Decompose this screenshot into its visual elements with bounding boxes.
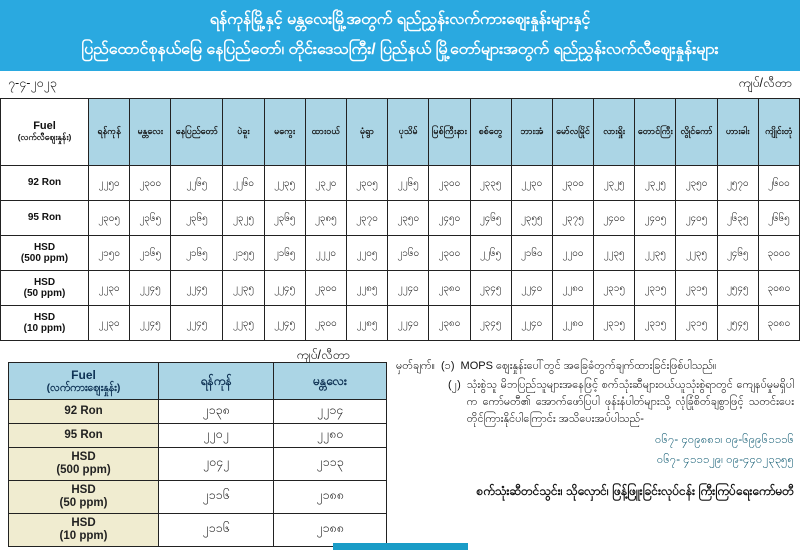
wholesale-row-hsd50 — [9, 481, 387, 514]
price-92ron-10: ၂၃၃၅ — [470, 166, 511, 201]
price-hsd10-3: ၂၂၄၅ — [171, 306, 223, 341]
wholesale-price-92ron-1: ၂၁၃၈ — [159, 400, 274, 424]
title-line-1: ရန်ကုန်မြို့နှင့် မန္တလေးမြို့အတွက် ရည်ညွှန်းလက်ကားဈေးနှုန်းများနှင့် — [209, 11, 591, 28]
price-hsd10-9: ၂၃၈၀ — [429, 306, 470, 341]
price-hsd50-16: ၂၅၄၅ — [717, 271, 758, 306]
wholesale-price-92ron-2: ၂၂၁၄ — [274, 400, 387, 424]
city-header-11: ဘားအံ — [511, 99, 552, 166]
price-hsd500-17: ၃၀၀၀ — [758, 236, 799, 271]
price-hsd500-15: ၂၂၃၅ — [676, 236, 717, 271]
wholesale-fuel-label-95ron: 95 Ron — [9, 424, 159, 448]
price-95ron-1: ၂၃၀၅ — [89, 201, 130, 236]
price-hsd50-6: ၂၃၀၀ — [305, 271, 346, 306]
price-hsd500-8: ၂၁၆၀ — [388, 236, 429, 271]
price-92ron-1: ၂၂၅၀ — [89, 166, 130, 201]
wholesale-price-hsd500-2: ၂၁၁၃ — [274, 448, 387, 481]
wholesale-fuel-label-92ron: 92 Ron — [9, 400, 159, 424]
price-hsd10-13: ၂၃၁၅ — [594, 306, 635, 341]
price-hsd500-10: ၂၂၆၅ — [470, 236, 511, 271]
price-hsd50-7: ၂၂၈၅ — [346, 271, 387, 306]
wholesale-row-92ron — [9, 400, 387, 424]
price-hsd500-9: ၂၃၀၀ — [429, 236, 470, 271]
phone-line-2: ဝ၆၇- ၄၁၁၁၂၉၊ ဝ၉-၄၄၀၂၃၃၅၅ — [656, 454, 794, 466]
price-hsd10-11: ၂၂၄၀ — [511, 306, 552, 341]
price-hsd10-17: ၃၀၈၀ — [758, 306, 799, 341]
price-hsd500-6: ၂၂၂၀ — [305, 236, 346, 271]
price-95ron-10: ၂၄၆၅ — [470, 201, 511, 236]
price-95ron-2: ၂၃၆၅ — [130, 201, 171, 236]
unit-label: ကျပ်/လီတာ — [738, 76, 792, 90]
wholesale-fuel-label-hsd500: HSD (500 ppm) — [9, 448, 159, 481]
remark-2-number: (၂) — [448, 379, 461, 392]
city-header-2: မန္တလေး — [130, 99, 171, 166]
price-95ron-16: ၂၆၃၅ — [717, 201, 758, 236]
fuel-label-92ron: 92 Ron — [1, 166, 89, 201]
price-92ron-7: ၂၃၀၅ — [346, 166, 387, 201]
city-header-1: ရန်ကုန် — [89, 99, 130, 166]
wholesale-fuel-label-hsd50: HSD (50 ppm) — [9, 481, 159, 514]
city-header-10: စစ်တွေ — [470, 99, 511, 166]
price-hsd10-12: ၂၂၈၀ — [552, 306, 593, 341]
price-92ron-16: ၂၅၇၀ — [717, 166, 758, 201]
price-hsd500-11: ၂၁၆၀ — [511, 236, 552, 271]
price-hsd10-5: ၂၂၄၅ — [264, 306, 305, 341]
title-banner — [0, 0, 800, 71]
price-hsd10-1: ၂၂၃၀ — [89, 306, 130, 341]
unit-label-2: ကျပ်/လီတာ — [296, 348, 350, 362]
wholesale-price-hsd10-2: ၂၁၈၈ — [274, 514, 387, 547]
city-header-8: ပုသိမ် — [388, 99, 429, 166]
city-header-4: ပဲခူး — [223, 99, 264, 166]
price-hsd50-3: ၂၂၄၅ — [171, 271, 223, 306]
price-hsd500-12: ၂၂၀၀ — [552, 236, 593, 271]
remark-2-text: သုံးစွဲသူ မိဘပြည်သူများအနေဖြင့် စက်သုံးဆီများဝယ်ယူသုံးစွဲရာတွင် ကျေနပ်မှုမရှိပါက ကော်မတီ၏ အောက်ဖော်ပြပါ ဖုန်းနံပါတ်များသို့ လုံခြုံစိတ်ချစွာဖြင့် သတင်းပေးတိုင်ကြားနိုင်ပါကြောင်း အသိပေးအပ်ပါသည်- — [466, 379, 794, 426]
city-header-6: ထားဝယ် — [305, 99, 346, 166]
city-header-16: ဟားခါး — [717, 99, 758, 166]
retail-row-95ron — [1, 201, 800, 236]
price-92ron-2: ၂၃၀၀ — [130, 166, 171, 201]
price-hsd50-12: ၂၂၈၀ — [552, 271, 593, 306]
price-95ron-12: ၂၃၇၅ — [552, 201, 593, 236]
city-header-13: လားရှိုး — [594, 99, 635, 166]
city-header-15: လွိုင်ကော် — [676, 99, 717, 166]
price-95ron-13: ၂၄၀၀ — [594, 201, 635, 236]
wholesale-price-95ron-2: ၂၂၈၀ — [274, 424, 387, 448]
price-92ron-12: ၂၃၀၀ — [552, 166, 593, 201]
price-hsd500-5: ၂၁၆၅ — [264, 236, 305, 271]
price-hsd50-5: ၂၂၄၅ — [264, 271, 305, 306]
hotline-phones — [396, 432, 794, 470]
wholesale-row-hsd500 — [9, 448, 387, 481]
price-hsd10-14: ၂၃၁၅ — [635, 306, 676, 341]
price-92ron-4: ၂၂၆၀ — [223, 166, 264, 201]
wholesale-fuel-label-hsd10: HSD (10 ppm) — [9, 514, 159, 547]
price-hsd10-15: ၂၃၁၅ — [676, 306, 717, 341]
price-92ron-6: ၂၃၂၀ — [305, 166, 346, 201]
price-95ron-4: ၂၃၂၅ — [223, 201, 264, 236]
fuel-label-hsd10: HSD (10 ppm) — [1, 306, 89, 341]
price-92ron-11: ၂၂၃၀ — [511, 166, 552, 201]
phone-line-1: ဝ၆၇- ၄၀၉၈၈၁၊ ဝ၉-၆၉၉၆၁၁၁၆ — [655, 434, 794, 447]
price-92ron-3: ၂၂၆၅ — [171, 166, 223, 201]
remark-1-text: MOPS ဈေးနှုန်းပေါ်တွင် အခြေခံတွက်ချက်ထားခြင်းဖြစ်ပါသည်။ — [460, 360, 717, 372]
city-header-7: မုံရွာ — [346, 99, 387, 166]
price-hsd10-7: ၂၂၈၅ — [346, 306, 387, 341]
committee-signature: စက်သုံးဆီတင်သွင်း၊ သိုလှောင်၊ ဖြန့်ဖြူးခြင်းလုပ်ငန်း ကြီးကြပ်ရေးကော်မတီ — [476, 483, 794, 498]
price-95ron-17: ၂၆၆၅ — [758, 201, 799, 236]
price-hsd50-14: ၂၃၁၅ — [635, 271, 676, 306]
price-95ron-5: ၂၃၆၅ — [264, 201, 305, 236]
retail-price-table — [0, 98, 800, 341]
wholesale-price-95ron-1: ၂၂၀၂ — [159, 424, 274, 448]
price-92ron-14: ၂၃၂၅ — [635, 166, 676, 201]
price-hsd500-16: ၂၄၆၅ — [717, 236, 758, 271]
price-95ron-11: ၂၃၅၅ — [511, 201, 552, 236]
price-92ron-15: ၂၃၅၀ — [676, 166, 717, 201]
remark-1-number: (၁) — [441, 360, 455, 372]
price-hsd50-8: ၂၂၄၀ — [388, 271, 429, 306]
price-hsd10-4: ၂၂၃၅ — [223, 306, 264, 341]
wholesale-city-header-2: မန္တလေး — [274, 363, 387, 400]
price-hsd50-13: ၂၃၁၅ — [594, 271, 635, 306]
price-95ron-3: ၂၃၆၅ — [171, 201, 223, 236]
date-label: ၇-၄-၂၀၂၃ — [8, 76, 57, 90]
remark-1 — [396, 358, 794, 375]
wholesale-fuel-header-title: Fuel — [71, 367, 96, 382]
price-hsd500-2: ၂၁၆၅ — [130, 236, 171, 271]
wholesale-fuel-header-sub: (လက်ကားဈေးနှုန်း) — [46, 381, 121, 394]
price-95ron-15: ၂၄၀၅ — [676, 201, 717, 236]
price-92ron-5: ၂၂၃၅ — [264, 166, 305, 201]
price-hsd50-1: ၂၂၃၀ — [89, 271, 130, 306]
retail-fuel-header — [1, 99, 89, 166]
city-header-12: မော်လမြိုင် — [552, 99, 593, 166]
price-hsd500-13: ၂၂၃၅ — [594, 236, 635, 271]
price-92ron-17: ၂၆၀၀ — [758, 166, 799, 201]
price-hsd50-11: ၂၂၄၀ — [511, 271, 552, 306]
price-92ron-9: ၂၃၀၀ — [429, 166, 470, 201]
fuel-label-hsd500: HSD (500 ppm) — [1, 236, 89, 271]
price-95ron-9: ၂၄၅၀ — [429, 201, 470, 236]
remarks-section — [396, 358, 794, 500]
price-95ron-14: ၂၄၀၅ — [635, 201, 676, 236]
remark-2 — [396, 377, 794, 428]
fuel-label-hsd50: HSD (50 ppm) — [1, 271, 89, 306]
price-hsd10-10: ၂၃၄၅ — [470, 306, 511, 341]
price-hsd10-8: ၂၂၄၀ — [388, 306, 429, 341]
retail-row-92ron — [1, 166, 800, 201]
price-hsd10-6: ၂၃၀၀ — [305, 306, 346, 341]
price-92ron-8: ၂၂၆၅ — [388, 166, 429, 201]
price-hsd50-17: ၃၀၈၀ — [758, 271, 799, 306]
wholesale-price-hsd50-1: ၂၁၁၆ — [159, 481, 274, 514]
city-header-17: ကျိုင်းတုံ — [758, 99, 799, 166]
retail-row-hsd500 — [1, 236, 800, 271]
price-hsd500-7: ၂၂၀၅ — [346, 236, 387, 271]
price-hsd500-1: ၂၁၅၀ — [89, 236, 130, 271]
price-hsd500-14: ၂၂၃၅ — [635, 236, 676, 271]
wholesale-price-hsd50-2: ၂၁၈၈ — [274, 481, 387, 514]
wholesale-price-hsd10-1: ၂၁၁၆ — [159, 514, 274, 547]
price-hsd50-10: ၂၃၄၅ — [470, 271, 511, 306]
city-header-5: မကွေး — [264, 99, 305, 166]
retail-row-hsd10 — [1, 306, 800, 341]
retail-fuel-header-title: Fuel — [33, 119, 56, 132]
fuel-label-95ron: 95 Ron — [1, 201, 89, 236]
price-92ron-13: ၂၃၂၅ — [594, 166, 635, 201]
price-hsd50-9: ၂၃၈၀ — [429, 271, 470, 306]
price-hsd500-3: ၂၁၆၅ — [171, 236, 223, 271]
price-95ron-7: ၂၃၇၀ — [346, 201, 387, 236]
bottom-accent-bar — [333, 543, 468, 550]
remark-label: မှတ်ချက်။ — [396, 360, 436, 372]
wholesale-fuel-header — [9, 363, 159, 400]
city-header-3: နေပြည်တော် — [171, 99, 223, 166]
price-95ron-6: ၂၃၈၅ — [305, 201, 346, 236]
price-hsd50-2: ၂၂၄၅ — [130, 271, 171, 306]
wholesale-row-95ron — [9, 424, 387, 448]
wholesale-city-header-1: ရန်ကုန် — [159, 363, 274, 400]
meta-row — [8, 76, 792, 94]
retail-row-hsd50 — [1, 271, 800, 306]
wholesale-header-row — [9, 363, 387, 400]
price-hsd500-4: ၂၁၅၅ — [223, 236, 264, 271]
title-line-2: ပြည်ထောင်စုနယ်မြေ နေပြည်တော်၊ တိုင်းဒေသကြီး/ ပြည်နယ် မြို့တော်များအတွက် ရည်ညွှန်းလက်လီဈေးနှုန်းများ — [81, 41, 719, 58]
city-header-9: မြစ်ကြီးနား — [429, 99, 470, 166]
wholesale-price-hsd500-1: ၂၀၄၂ — [159, 448, 274, 481]
price-hsd50-4: ၂၂၃၅ — [223, 271, 264, 306]
price-95ron-8: ၂၃၅၀ — [388, 201, 429, 236]
wholesale-row-hsd10 — [9, 514, 387, 547]
retail-fuel-header-sub: (လက်လီဈေးနှုန်း) — [17, 131, 72, 142]
wholesale-price-table — [8, 362, 387, 547]
city-header-14: တောင်ကြီး — [635, 99, 676, 166]
retail-header-row — [1, 99, 800, 166]
price-hsd10-16: ၂၅၄၅ — [717, 306, 758, 341]
price-hsd50-15: ၂၃၁၅ — [676, 271, 717, 306]
price-hsd10-2: ၂၂၄၅ — [130, 306, 171, 341]
